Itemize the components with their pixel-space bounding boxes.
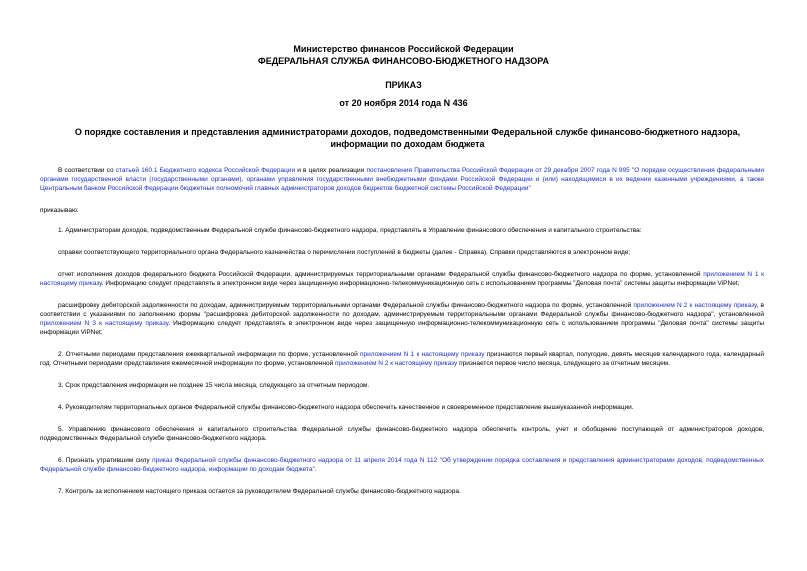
intro-text-2: и в целях реализации [295,167,367,174]
budget-code-link[interactable]: статьей 160.1 Бюджетного кодекса Российской Федерации [115,167,296,174]
government-decree-link[interactable]: постановления Правительства Российской Федерации от 29 декабря 2007 года N 995 "О порядке осуществления федеральными органами государственной власти (государственными органами), органами управления государственными внебюджетными фондами Российской Федерации и (или) находящимися в их ведении казенными учреждениями, а также Центральным банком Российской Федерации бюджетных полномочий главных администраторов доходов бюджетов бюджетной системы Российской Федерации" [40,167,764,192]
appendix-1-link[interactable]: приложением N 1 к настоящему приказу [40,271,764,287]
paragraph-3: 3. Срок представления информации не позднее 15 числа месяца, следующего за отчетным периодом. [58,382,370,389]
paragraph-5: 5. Управлению финансового обеспечения и капитального строительства Федеральной службы финансово-бюджетного надзора обеспечить контроль, учет и обобщение поступающей от администраторов доходов, подведомственных Федеральной службе финансово-бюджетного надзора. [40,426,764,442]
intro-text-1: В соответствии со [58,167,116,174]
p1c-text-1: расшифровку дебиторской задолженности по доходам, администрируемым территориальными органами Федеральной службы финансово-бюджетного надзора по форме, установленной [58,302,634,309]
paragraph-7: 7. Контроль за исполнением настоящего приказа остается за руководителем Федеральной службы финансово-бюджетного надзора. [58,488,461,495]
ministry-name: Министерство финансов Российской Федерации [293,44,514,54]
paragraph-6 [40,456,764,474]
paragraph-1: 1. Администраторам доходов, подведомственным Федеральной службе финансово-бюджетного надзора, представлять в Управление финансового обеспечения и капитального строительства: [58,227,642,234]
document-date-number: от 20 ноября 2014 года N 436 [339,98,468,108]
p2-text-1: 2. Отчетными периодами представления ежеквартальной информации по форме, установленной [58,351,360,358]
paragraph-1c [40,301,764,337]
p2-text-2: признаются первый квартал, полугодие, девять месяцев календарного года, календарный год. Отчетными периодами представления ежемесячной информации по форме, установленной [40,351,765,367]
paragraph-1a: справки соответствующего территориального органа Федерального казначейства о перечислении поступлений в бюджеты (далее - Справка). Справки представляются в электронном виде; [58,249,631,256]
order-word: приказываю: [40,207,79,214]
appendix-3-link[interactable]: приложением N 3 к настоящему приказу [40,320,169,327]
appendix-2-link[interactable]: приложением N 2 к настоящему приказу [633,302,757,309]
document-body [40,166,764,496]
intro-paragraph [40,166,764,193]
p1b-text-2: . Информацию следует представлять в электронном виде через защищенную информационно-телекоммуникационную сеть с использованием программы "Деловая почта" системы защиты информации ViPNet; [101,280,740,287]
service-name: ФЕДЕРАЛЬНАЯ СЛУЖБА ФИНАНСОВО-БЮДЖЕТНОГО НАДЗОРА [258,56,549,66]
paragraph-2 [40,350,764,368]
p2-text-3: признается первое число месяца, следующего за отчетным месяцем. [457,360,670,367]
paragraph-1b [40,270,764,288]
p6-text-2: . [314,466,317,473]
p2-appendix-1-link[interactable]: приложением N 1 к настоящему приказу [359,351,485,358]
repealed-order-link[interactable]: приказ Федеральной службы финансово-бюджетного надзора от 11 апреля 2014 года N 112 "Об утверждении порядка составления и представления администраторами доходов, подведомственных Федеральной службе финансово-бюджетного надзора, информации по доходам бюджета" [40,457,764,473]
p2-appendix-2-link[interactable]: приложением N 2 к настоящему приказу [335,360,458,367]
paragraph-4: 4. Руководителям территориальных органов Федеральной службы финансово-бюджетного надзора обеспечить качественное и своевременное представление вышеуказанной информации. [58,404,634,411]
p1c-text-2: , в соответствии с указаниями по заполнению формы "расшифровка дебиторской задолженности по доходам, администрируемым территориальными органами Федеральной службы финансово-бюджетного надзора", установленной [40,302,764,318]
document-type: ПРИКАЗ [385,80,422,90]
document-title: О порядке составления и представления администраторами доходов, подведомственными Федеральной службе финансово-бюджетного надзора, информации по доходам бюджета [74,127,741,149]
p1c-text-3: . Информацию следует представлять в электронном виде через защищенную информационно-телекоммуникационную сеть с использованием программы "Деловая почта" системы защиты информации ViPNet; [40,320,764,336]
p6-text-1: 6. Признать утратившим силу [58,457,153,464]
p1b-text-1: отчет исполнения доходов федерального бюджета Российской Федерации, администрируемых территориальными органами Федеральной службы финансово-бюджетного надзора по форме, установленной [58,271,704,278]
